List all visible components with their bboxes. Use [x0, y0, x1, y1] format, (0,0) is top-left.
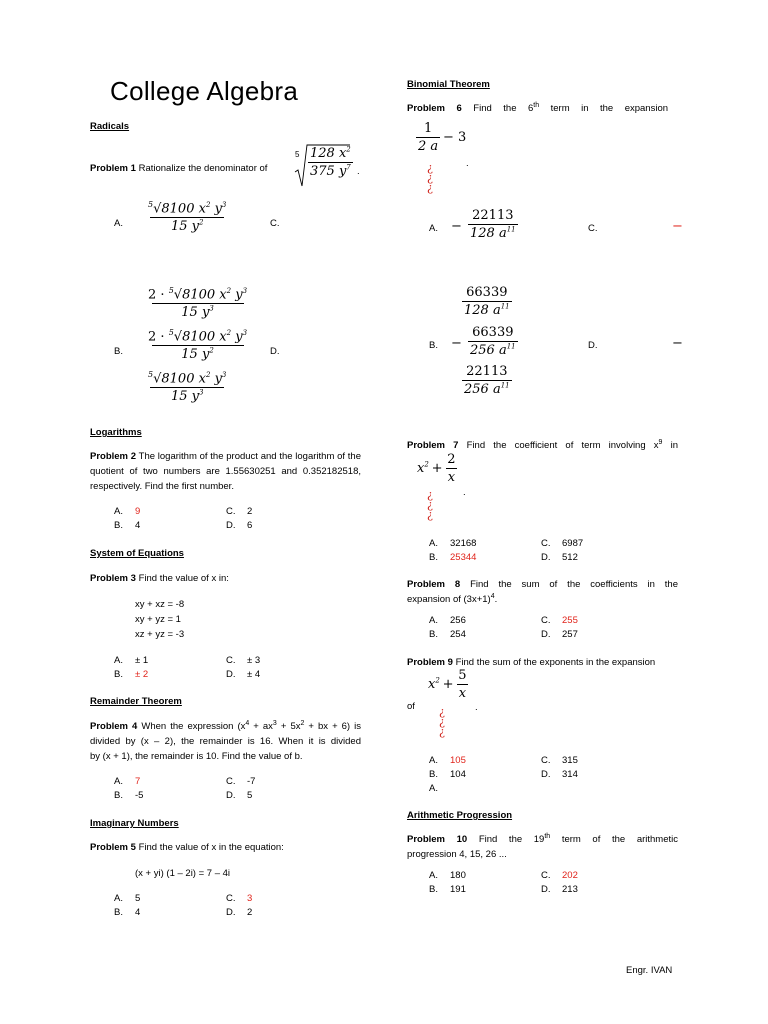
option-value: 6987 — [562, 538, 584, 549]
option-1-fraction: $\frac{^5√8100 x^2 y^3}{15 y^2}$ — [148, 200, 227, 235]
period: . — [357, 166, 360, 177]
section-heading-system: System of Equations — [90, 548, 184, 559]
option-label: C. — [541, 538, 551, 549]
problem-4-text: Problem 4 When the expression ($x^4 + ax^3 + 5x^2$ + bx + 6) is divided by (x – 2), the remainder is 16. When it is divided by (x + 1), the remainder is 10. Find the value of b. — [90, 719, 361, 762]
problem-10-line-2: progression 4, 15, 26 ... — [407, 849, 507, 860]
option-value: 512 — [562, 552, 578, 563]
option-label-b: B. — [429, 340, 438, 351]
option-label: C. — [226, 776, 236, 787]
option-label-a: A. — [114, 218, 123, 229]
problem-2-text — [90, 449, 361, 494]
option-value: 180 — [450, 870, 466, 881]
option-value: 257 — [562, 629, 578, 640]
option-a-fraction: $\frac{22113}{128 a^{11}}$ — [470, 208, 516, 241]
option-value-answer: 3 — [247, 893, 253, 904]
option-label: D. — [226, 520, 236, 531]
option-label: C. — [226, 506, 236, 517]
option-label: B. — [114, 790, 123, 801]
sign-red: − — [672, 219, 683, 234]
option-b-fraction: $\frac{66339}{256 a^{11}}$ — [470, 325, 516, 358]
option-label: A. — [114, 776, 123, 787]
problem-6-label: Problem 6 — [407, 103, 462, 114]
problem-9-label: Problem 9 — [407, 657, 453, 668]
of-word: of — [407, 701, 415, 712]
problem-7-expression: $x^2$ + $\frac{2}{x}$ — [417, 452, 456, 485]
option-value: 256 — [450, 615, 466, 626]
squiggle-mark: ¿ ¿ ¿ — [427, 161, 433, 194]
option-label: C. — [226, 893, 236, 904]
option-value-answer: 9 — [135, 506, 141, 517]
option-label: B. — [114, 907, 123, 918]
option-fraction-4: $\frac{22113}{256 a^{11}}$ — [464, 364, 510, 397]
sign: − — [672, 336, 683, 351]
option-label: D. — [226, 669, 236, 680]
option-value: ± 3 — [247, 655, 261, 666]
option-value: 2 — [247, 907, 253, 918]
option-label: A. — [429, 538, 438, 549]
option-label: D. — [226, 907, 236, 918]
problem-8-text: Problem 8 Find the sum of the coefficients in the expansion of $(3x+1)^4$. — [407, 579, 678, 605]
option-label: B. — [114, 520, 123, 531]
equation-3: xz + yz = -3 — [135, 629, 185, 640]
option-label: D. — [541, 769, 551, 780]
problem-10-text: Problem 10 Find the 19th term of the arithmetic progression 4, 15, 26 ... — [407, 832, 678, 860]
problem-8-label: Problem 8 — [407, 579, 461, 590]
option-label-c: C. — [270, 218, 280, 229]
radicand-fraction: $\frac{128 x^2}{375 y^7}$ — [310, 145, 351, 179]
option-label: C. — [541, 870, 551, 881]
option-fraction-2: $\frac{66339}{128 a^{11}}$ — [464, 285, 510, 318]
option-label: C. — [226, 655, 236, 666]
squiggle-mark: ¿ ¿ ¿ — [439, 705, 445, 738]
section-heading-imaginary: Imaginary Numbers — [90, 818, 179, 829]
option-label: C. — [541, 615, 551, 626]
option-value-answer: ± 2 — [135, 669, 149, 680]
problem-5-body: Find the value of x in the equation: — [138, 842, 284, 853]
option-label-b: B. — [114, 346, 123, 357]
option-label: D. — [541, 884, 551, 895]
option-value: 315 — [562, 755, 578, 766]
equation-2: xy + yz = 1 — [135, 614, 181, 625]
option-value-answer: 7 — [135, 776, 141, 787]
sign: − — [451, 336, 462, 351]
footer-author: Engr. IVAN — [626, 965, 673, 976]
option-value: ± 4 — [247, 669, 261, 680]
problem-4-label: Problem 4 — [90, 721, 138, 732]
option-label: A. — [114, 893, 123, 904]
section-heading-remainder: Remainder Theorem — [90, 696, 182, 707]
squiggle-mark: ¿ ¿ ¿ — [427, 488, 433, 521]
problem-7-text: Problem 7 Find the coefficient of term involving $x^9$ in — [407, 438, 679, 451]
problem-1-label: Problem 1 — [90, 163, 136, 174]
option-label: D. — [541, 629, 551, 640]
section-heading-arithmetic: Arithmetic Progression — [407, 810, 513, 821]
option-value: 254 — [450, 629, 466, 640]
option-2-fraction: $\frac{2 \cdot ^5√8100 x^2 y^3}{15 y^3}$ — [148, 286, 248, 321]
option-label-extra: A. — [429, 783, 438, 794]
option-label: A. — [114, 506, 123, 517]
sign: − — [451, 219, 462, 234]
period: . — [466, 158, 469, 169]
option-value: 4 — [135, 907, 141, 918]
option-label: A. — [429, 755, 438, 766]
option-value: 32168 — [450, 538, 477, 549]
problem-6-expression: $\frac{1}{2 a}$ − 3 — [418, 121, 467, 154]
option-label-d: D. — [588, 340, 598, 351]
problem-2-body: The logarithm of the product and the logarithm of the quotient of two numbers are 1.55630251 and 0.352182518, respectively. Find the first number. — [90, 451, 361, 492]
problem-3-text — [90, 571, 229, 586]
problem-9-expression: $x^2$ + $\frac{5}{x}$ — [428, 668, 467, 701]
option-label: D. — [541, 552, 551, 563]
option-value: ± 1 — [135, 655, 149, 666]
section-heading-radicals: Radicals — [90, 121, 130, 132]
problem-1-radical-expression — [294, 142, 354, 190]
option-4-fraction: $\frac{^5√8100 x^2 y^3}{15 y^3}$ — [148, 370, 227, 405]
option-value: 314 — [562, 769, 578, 780]
option-label: B. — [114, 669, 123, 680]
problem-5-equation: (x + yi) (1 – 2i) = 7 – 4i — [135, 868, 231, 879]
problem-10-label: Problem 10 — [407, 834, 468, 845]
option-value: 5 — [135, 893, 141, 904]
problem-3-body: Find the value of x in: — [138, 573, 229, 584]
problem-5-text — [90, 840, 284, 855]
option-value: 6 — [247, 520, 253, 531]
problem-3-label: Problem 3 — [90, 573, 136, 584]
option-label: B. — [429, 769, 438, 780]
option-label-a: A. — [429, 223, 438, 234]
option-value: 191 — [450, 884, 466, 895]
option-label: C. — [541, 755, 551, 766]
option-value-answer: 255 — [562, 615, 578, 626]
option-label: B. — [429, 552, 438, 563]
equation-list — [135, 597, 184, 642]
option-value-answer: 202 — [562, 870, 578, 881]
option-label: B. — [429, 884, 438, 895]
section-heading-binomial: Binomial Theorem — [407, 79, 490, 90]
option-label: B. — [429, 629, 438, 640]
problem-5-label: Problem 5 — [90, 842, 136, 853]
option-value: -5 — [135, 790, 144, 801]
option-label-d: D. — [270, 346, 280, 357]
problem-1-body: Rationalize the denominator of — [138, 163, 268, 174]
option-value: 4 — [135, 520, 141, 531]
problem-9-text: Problem 9 Find the sum of the exponents in the expansion — [407, 657, 656, 668]
option-value: 104 — [450, 769, 466, 780]
equation-1: xy + xz = -8 — [135, 599, 185, 610]
problem-4-line-2: divided by (x – 2), the remainder is 16. When it is divided — [90, 736, 361, 747]
option-value: -7 — [247, 776, 256, 787]
option-value-answer: 25344 — [450, 552, 477, 563]
option-value: 213 — [562, 884, 578, 895]
option-label: A. — [114, 655, 123, 666]
option-label: A. — [429, 615, 438, 626]
option-label: A. — [429, 870, 438, 881]
option-value-answer: 105 — [450, 755, 466, 766]
option-3-fraction: $\frac{2 \cdot ^5√8100 x^2 y^3}{15 y^2}$ — [148, 328, 248, 363]
period: . — [463, 487, 466, 498]
option-label: D. — [226, 790, 236, 801]
option-value: 5 — [247, 790, 253, 801]
problem-7-label: Problem 7 — [407, 440, 459, 451]
page-title: College Algebra — [110, 76, 299, 106]
option-value: 2 — [247, 506, 253, 517]
problem-4-line-3: by (x + 1), the remainder is 10. Find the value of b. — [90, 751, 303, 762]
option-label-c: C. — [588, 223, 598, 234]
problem-2-label: Problem 2 — [90, 451, 137, 462]
root-index: 5 — [295, 150, 300, 159]
problem-6-text: Problem 6 Find the 6th term in the expansion — [407, 101, 669, 114]
period: . — [475, 702, 478, 713]
section-heading-logarithms: Logarithms — [90, 427, 142, 438]
problem-1-text — [90, 161, 267, 176]
